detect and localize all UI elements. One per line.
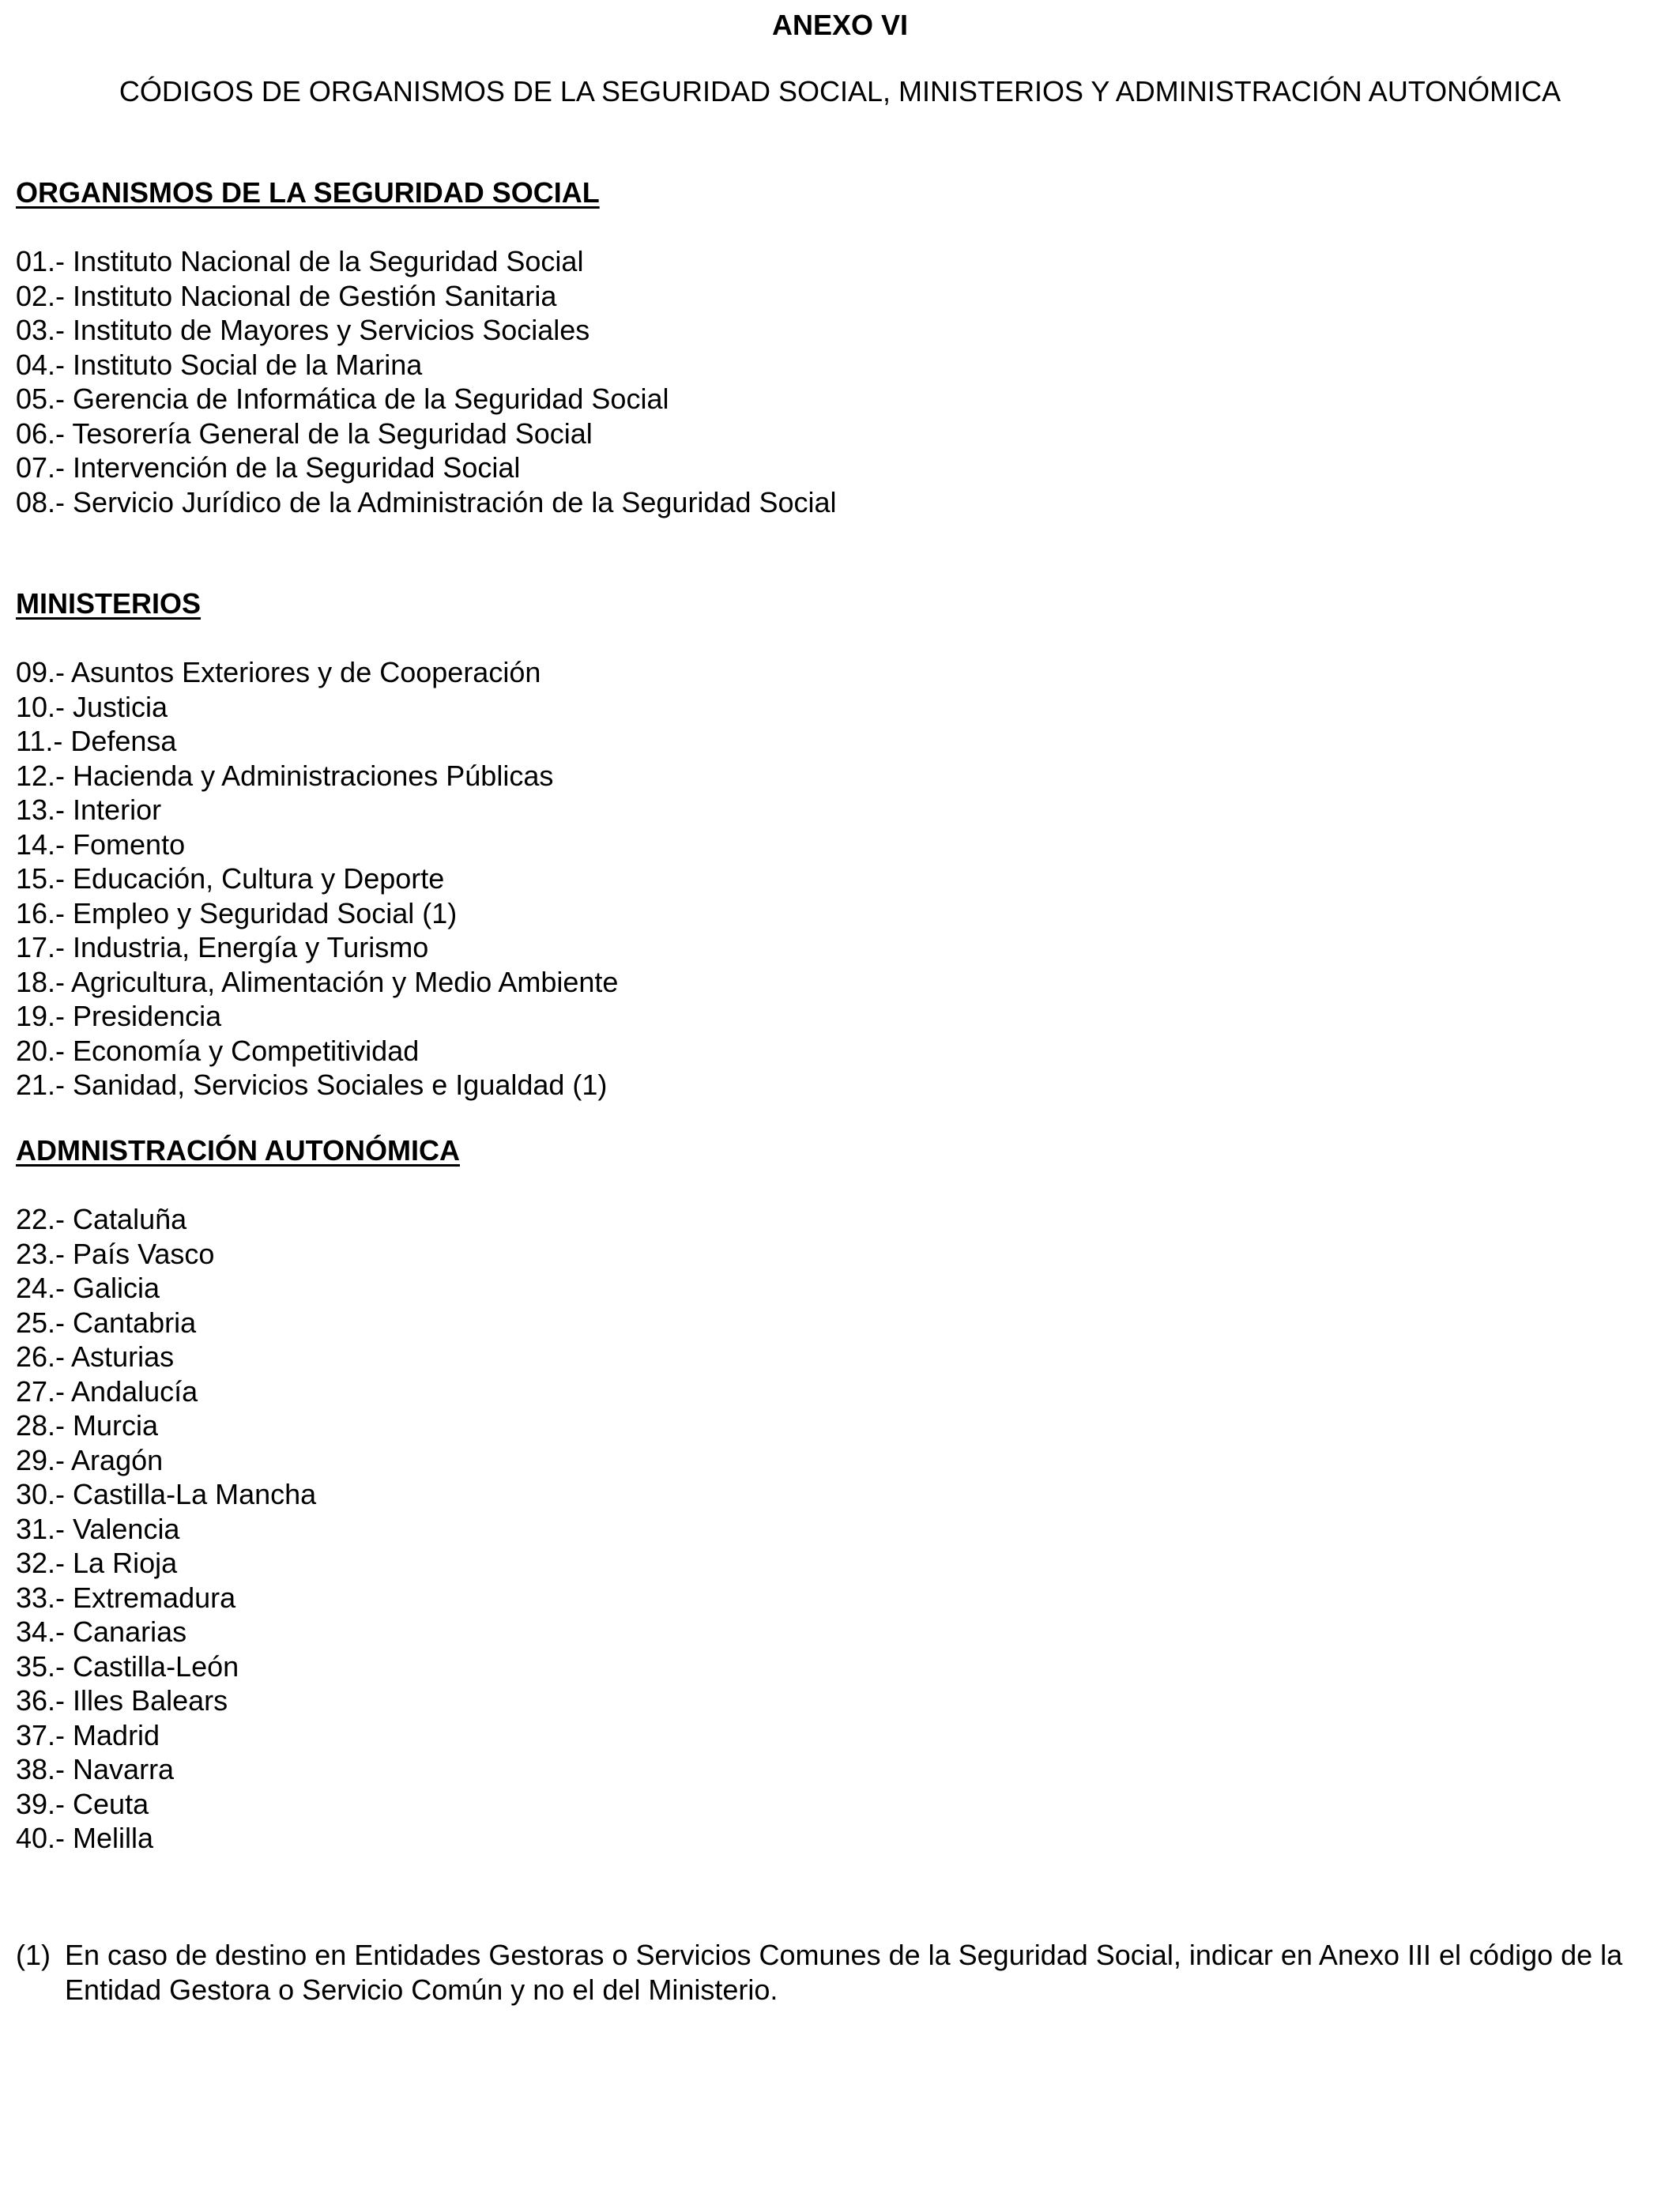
list-item: 34.- Canarias bbox=[16, 1615, 187, 1648]
document-title: ANEXO VI bbox=[771, 9, 909, 41]
list-item: 32.- La Rioja bbox=[16, 1547, 178, 1579]
list-item: 14.- Fomento bbox=[16, 827, 186, 861]
list-item: 24.- Galicia bbox=[16, 1272, 160, 1304]
section-heading-administracion-autonomica: ADMNISTRACIÓN AUTONÓMICA bbox=[16, 1134, 460, 1167]
list-item: 07.- Intervención de la Seguridad Social bbox=[16, 451, 521, 484]
list-item: 09.- Asuntos Exteriores y de Cooperación bbox=[16, 656, 541, 688]
list-item: 26.- Asturias bbox=[16, 1340, 175, 1373]
list-ministerios bbox=[16, 655, 618, 1103]
list-item: 27.- Andalucía bbox=[16, 1374, 198, 1408]
list-item: 19.- Presidencia bbox=[16, 1000, 222, 1032]
list-item: 30.- Castilla-La Mancha bbox=[16, 1478, 317, 1510]
list-item: 04.- Instituto Social de la Marina bbox=[16, 348, 423, 381]
list-item: 39.- Ceuta bbox=[16, 1787, 149, 1820]
footnote-text: En caso de destino en Entidades Gestoras o Servicios Comunes de la Seguridad Social, indicar en Anexo III el código de la Entidad Gestora o Servicio Común y no el del Ministerio. bbox=[65, 1939, 1623, 2006]
list-item: 25.- Cantabria bbox=[16, 1306, 197, 1339]
list-item: 16.- Empleo y Seguridad Social (1) bbox=[16, 896, 458, 929]
list-item: 38.- Navarra bbox=[16, 1753, 175, 1785]
list-item: 35.- Castilla-León bbox=[16, 1649, 239, 1683]
list-item: 10.- Justicia bbox=[16, 690, 168, 723]
list-item: 05.- Gerencia de Informática de la Seguridad Social bbox=[16, 383, 669, 415]
list-item: 29.- Aragón bbox=[16, 1443, 164, 1476]
list-item: 13.- Interior bbox=[16, 794, 162, 826]
footnote-mark: (1) bbox=[16, 1939, 51, 1971]
list-item: 33.- Extremadura bbox=[16, 1581, 236, 1614]
list-item: 40.- Melilla bbox=[16, 1822, 154, 1854]
list-item: 18.- Agricultura, Alimentación y Medio Ambiente bbox=[16, 965, 619, 998]
list-item: 12.- Hacienda y Administraciones Públicas bbox=[16, 759, 554, 792]
list-item: 03.- Instituto de Mayores y Servicios Sociales bbox=[16, 314, 590, 346]
list-item: 01.- Instituto Nacional de la Seguridad Social bbox=[16, 245, 584, 277]
list-item: 11.- Defensa bbox=[16, 725, 177, 757]
list-item: 08.- Servicio Jurídico de la Administración de la Seguridad Social bbox=[16, 485, 837, 518]
section-heading-ministerios: MINISTERIOS bbox=[16, 587, 202, 620]
document-subtitle: CÓDIGOS DE ORGANISMOS DE LA SEGURIDAD SOCIAL, MINISTERIOS Y ADMINISTRACIÓN AUTONÓMICA bbox=[119, 75, 1561, 107]
list-item: 06.- Tesorería General de la Seguridad Social bbox=[16, 417, 593, 450]
list-item: 20.- Economía y Competitividad bbox=[16, 1034, 420, 1067]
list-item: 31.- Valencia bbox=[16, 1512, 180, 1545]
list-item: 23.- País Vasco bbox=[16, 1237, 215, 1270]
list-item: 22.- Cataluña bbox=[16, 1203, 187, 1235]
list-item: 37.- Madrid bbox=[16, 1718, 160, 1751]
list-item: 15.- Educación, Cultura y Deporte bbox=[16, 862, 445, 895]
list-seguridad-social bbox=[16, 244, 837, 519]
list-item: 02.- Instituto Nacional de Gestión Sanitaria bbox=[16, 279, 557, 312]
section-heading-seguridad-social: ORGANISMOS DE LA SEGURIDAD SOCIAL bbox=[16, 176, 600, 209]
list-item: 36.- Illes Balears bbox=[16, 1684, 228, 1717]
footnote bbox=[16, 1938, 1667, 2007]
list-administracion-autonomica bbox=[16, 1202, 316, 1856]
list-item: 21.- Sanidad, Servicios Sociales e Igualdad (1) bbox=[16, 1069, 608, 1101]
list-item: 17.- Industria, Energía y Turismo bbox=[16, 931, 429, 963]
list-item: 28.- Murcia bbox=[16, 1409, 159, 1442]
